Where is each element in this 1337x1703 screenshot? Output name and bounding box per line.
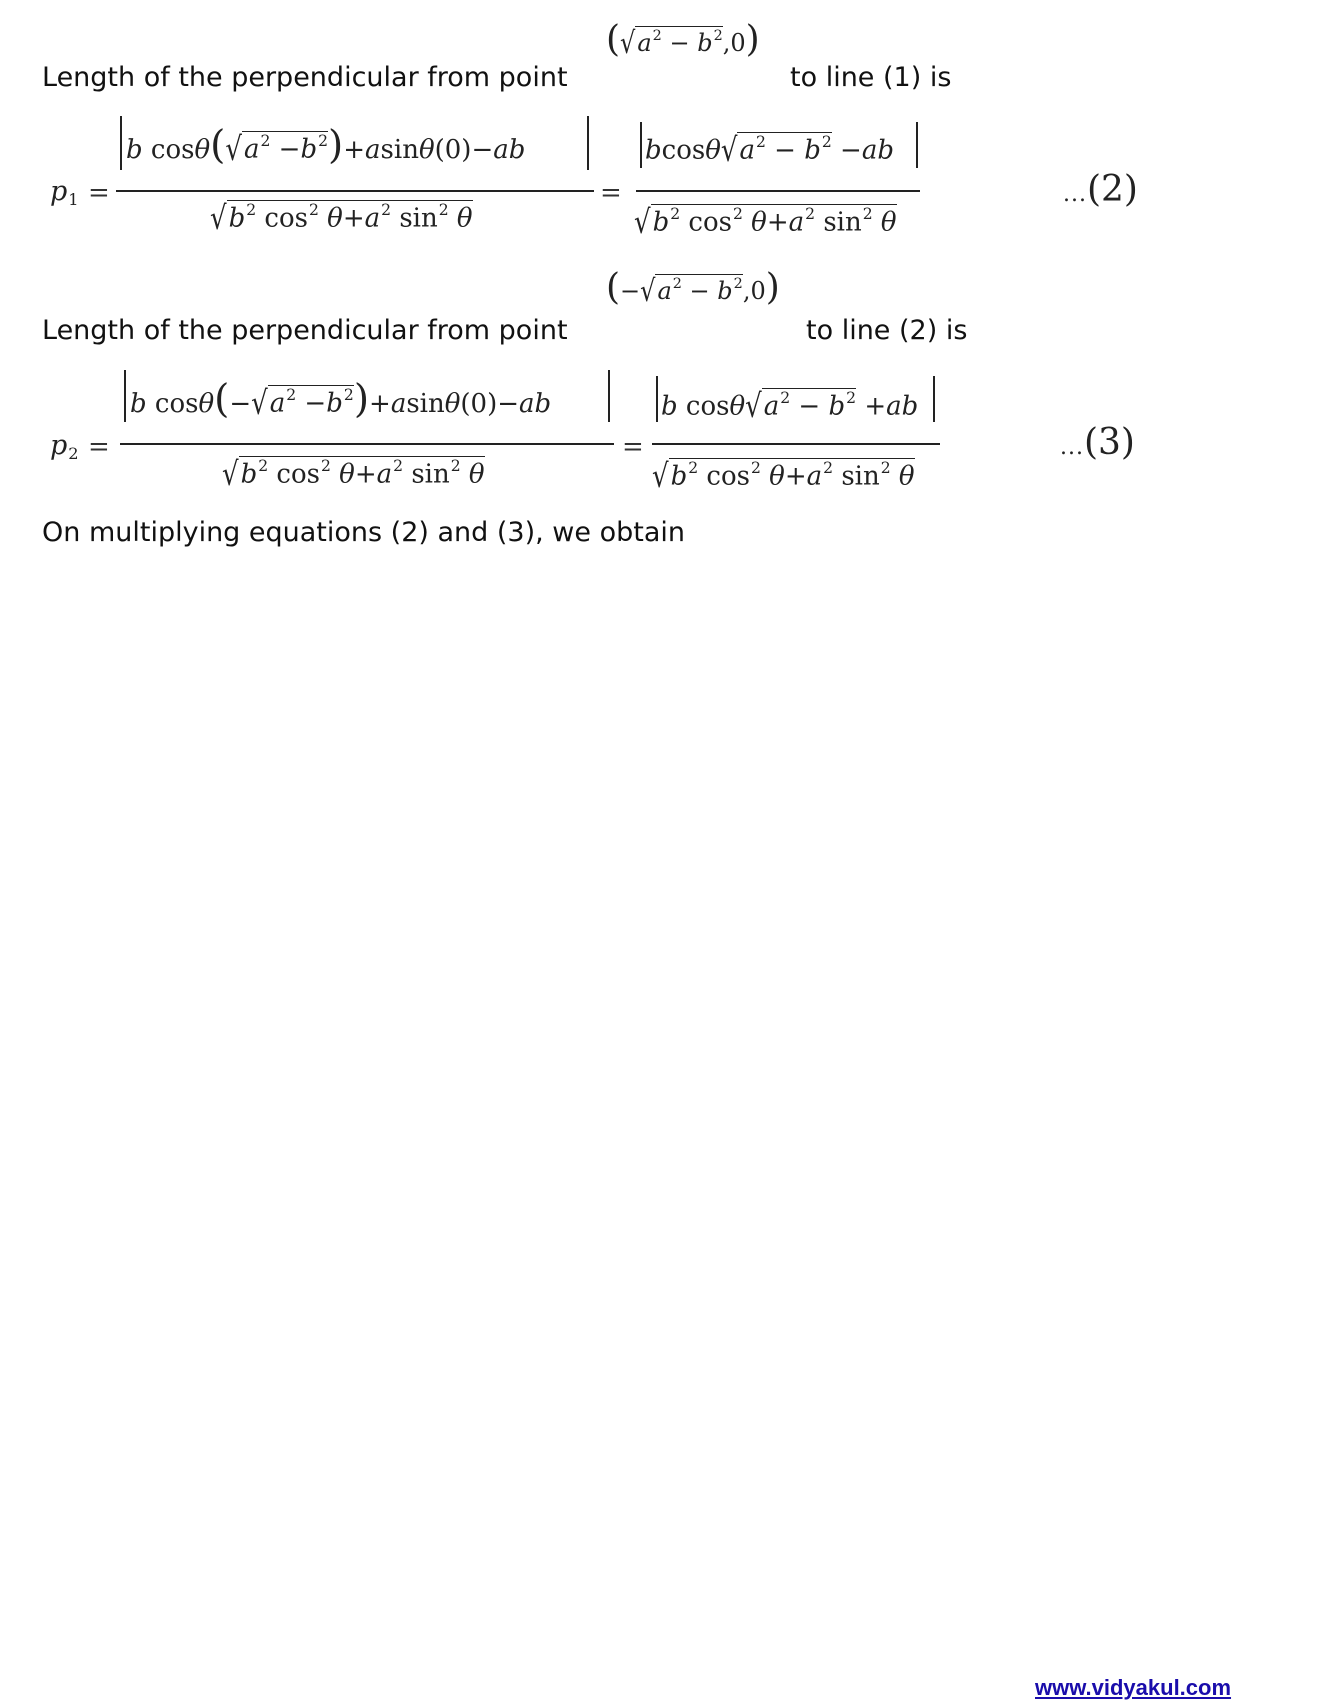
vidyakul-link[interactable]: www.vidyakul.com bbox=[1035, 1675, 1232, 1700]
point-2: $(-√a^2 - b^2,0)$ bbox=[606, 267, 780, 309]
abs-bar bbox=[120, 116, 122, 170]
abs-bar bbox=[587, 116, 589, 170]
equation-number-3: ...(3) bbox=[1060, 422, 1135, 463]
equals-sign: = bbox=[88, 178, 110, 208]
p1-numerator-simplified: $bcos\theta√a^2 - b^2 -ab$ bbox=[645, 131, 895, 170]
abs-bar bbox=[124, 370, 126, 422]
p2-denominator: $√b^2$ $\cos^2 \theta+a^2$ $\sin^2 \theta$ bbox=[222, 455, 485, 494]
p2-denominator-simplified: $√b^2$ $\cos^2 \theta+a^2$ $\sin^2 \theta$ bbox=[652, 457, 915, 496]
text-line1-prefix: Length of the perpendicular from point bbox=[42, 62, 568, 93]
fraction-line bbox=[636, 190, 920, 192]
fraction-line bbox=[120, 443, 614, 445]
text-line2-prefix: Length of the perpendicular from point bbox=[42, 315, 568, 346]
equals-sign: = bbox=[88, 432, 110, 462]
equation-number-2: ...(2) bbox=[1063, 169, 1138, 210]
abs-bar bbox=[916, 122, 918, 168]
abs-bar bbox=[656, 376, 658, 422]
abs-bar bbox=[640, 122, 642, 168]
p1-denominator: $√b^2$ $\cos^2 \theta+a^2$ $\sin^2 \theta$ bbox=[210, 199, 473, 238]
text-line1-suffix: to line (1) is bbox=[790, 62, 952, 93]
text-line3: On multiplying equations (2) and (3), we obtain bbox=[42, 517, 685, 548]
abs-bar bbox=[933, 376, 935, 422]
point-1: $(√a^2 - b^2,0)$ bbox=[606, 19, 760, 61]
p1-label: $p_1$ bbox=[50, 176, 79, 209]
fraction-line bbox=[652, 443, 940, 445]
equals-sign: = bbox=[622, 432, 644, 462]
p2-label: $p_2$ bbox=[50, 430, 79, 463]
p2-numerator-simplified: b $\cos\theta√a^2 - b^2 +ab$ bbox=[661, 387, 919, 426]
fraction-line bbox=[116, 190, 594, 192]
p2-numerator: b $\cos\theta(-√a^2 -b^2)+asin\theta(0)-ab$ bbox=[130, 377, 552, 423]
p1-numerator: b $\cos\theta(√a^2 -b^2)+asin\theta(0)-ab$ bbox=[126, 123, 526, 169]
text-line2-suffix: to line (2) is bbox=[806, 315, 968, 346]
p1-denominator-simplified: $√b^2$ $\cos^2 \theta+a^2$ $\sin^2 \theta$ bbox=[634, 203, 897, 242]
equals-sign: = bbox=[600, 178, 622, 208]
abs-bar bbox=[608, 370, 610, 422]
